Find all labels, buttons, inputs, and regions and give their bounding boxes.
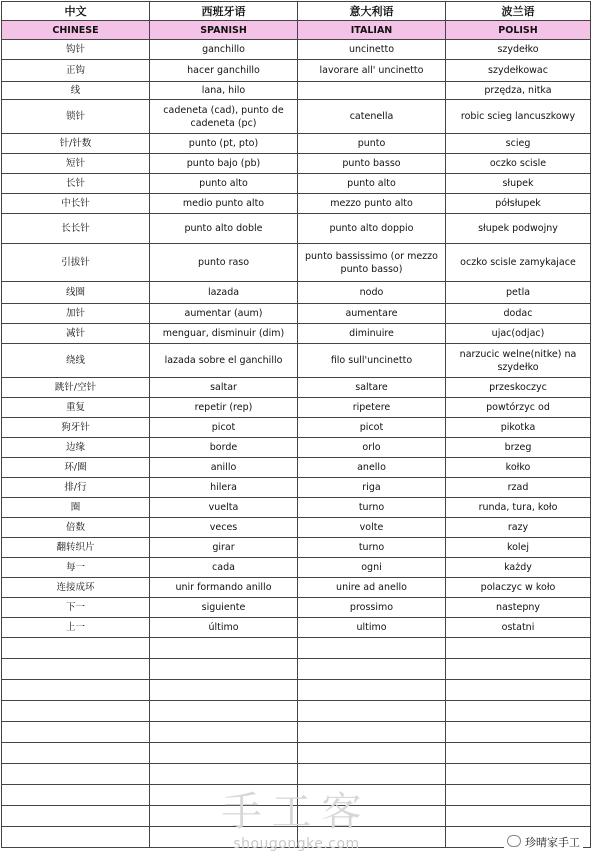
cell-italian: ultimo [298, 618, 446, 638]
table-body [2, 2, 591, 848]
cell-spanish: punto raso [150, 244, 298, 282]
cell-spanish: hacer ganchillo [150, 60, 298, 82]
cell-chinese: 长针 [2, 174, 150, 194]
cell-italian: punto basso [298, 154, 446, 174]
crochet-terms-table [1, 1, 591, 848]
table-row [2, 418, 591, 438]
empty-table-row [2, 701, 591, 722]
empty-cell [150, 743, 298, 764]
empty-cell [446, 722, 591, 743]
empty-cell [446, 701, 591, 722]
header-row-chinese-labels [2, 2, 591, 21]
cell-chinese: 圈 [2, 498, 150, 518]
cell-spanish: lazada [150, 282, 298, 304]
header-en-chinese: CHINESE [2, 21, 150, 40]
cell-spanish: siguiente [150, 598, 298, 618]
table-row [2, 438, 591, 458]
empty-table-row [2, 722, 591, 743]
cell-polish: szydełkowac [446, 60, 591, 82]
cell-polish: przędza, nitka [446, 82, 591, 100]
cell-chinese: 每一 [2, 558, 150, 578]
cell-polish: razy [446, 518, 591, 538]
cell-italian: punto alto doppio [298, 214, 446, 244]
cell-polish: narzucic welne(nitke) na szydełko [446, 344, 591, 378]
cell-spanish: veces [150, 518, 298, 538]
cell-polish: słupek podwojny [446, 214, 591, 244]
header-cn-italian: 意大利语 [298, 2, 446, 21]
table-row [2, 154, 591, 174]
cell-chinese: 狗牙针 [2, 418, 150, 438]
cell-italian: saltare [298, 378, 446, 398]
cell-chinese: 翻转织片 [2, 538, 150, 558]
empty-cell [298, 659, 446, 680]
wechat-account-label: 珍晴家手工 [525, 836, 580, 849]
cell-chinese: 下一 [2, 598, 150, 618]
cell-polish: szydełko [446, 40, 591, 60]
cell-italian: nodo [298, 282, 446, 304]
cell-italian: mezzo punto alto [298, 194, 446, 214]
table-row [2, 282, 591, 304]
cell-polish: ujac(odjac) [446, 324, 591, 344]
table-row [2, 558, 591, 578]
empty-cell [2, 743, 150, 764]
table-row [2, 398, 591, 418]
cell-chinese: 引拔针 [2, 244, 150, 282]
table-row [2, 244, 591, 282]
cell-italian: anello [298, 458, 446, 478]
cell-chinese: 环/圈 [2, 458, 150, 478]
cell-spanish: punto alto doble [150, 214, 298, 244]
cell-polish: scieg [446, 134, 591, 154]
cell-chinese: 短针 [2, 154, 150, 174]
empty-cell [446, 743, 591, 764]
cell-spanish: cada [150, 558, 298, 578]
cell-polish: pikotka [446, 418, 591, 438]
cell-polish: powtórzyc od [446, 398, 591, 418]
cell-italian: unire ad anello [298, 578, 446, 598]
cell-chinese: 长长针 [2, 214, 150, 244]
cell-polish: słupek [446, 174, 591, 194]
cell-chinese: 针/针数 [2, 134, 150, 154]
header-en-spanish: SPANISH [150, 21, 298, 40]
cell-italian: punto [298, 134, 446, 154]
cell-spanish: cadeneta (cad), punto de cadeneta (pc) [150, 100, 298, 134]
cell-italian: lavorare all' uncinetto [298, 60, 446, 82]
table-row [2, 478, 591, 498]
table-row [2, 538, 591, 558]
empty-table-row [2, 743, 591, 764]
cell-italian: riga [298, 478, 446, 498]
cell-chinese: 倍数 [2, 518, 150, 538]
watermark-site-logo: 手工客 [221, 789, 372, 835]
cell-polish: runda, tura, koło [446, 498, 591, 518]
table-row [2, 194, 591, 214]
cell-polish: robic scieg lancuszkowy [446, 100, 591, 134]
header-en-italian: ITALIAN [298, 21, 446, 40]
table-row [2, 578, 591, 598]
cell-italian: turno [298, 498, 446, 518]
table-row [2, 134, 591, 154]
table-row [2, 518, 591, 538]
cell-italian: diminuire [298, 324, 446, 344]
cell-spanish: punto bajo (pb) [150, 154, 298, 174]
empty-cell [150, 638, 298, 659]
cell-spanish: punto alto [150, 174, 298, 194]
table-row [2, 214, 591, 244]
cell-spanish: último [150, 618, 298, 638]
cell-chinese: 钩针 [2, 40, 150, 60]
table-row [2, 40, 591, 60]
empty-cell [2, 701, 150, 722]
cell-spanish: anillo [150, 458, 298, 478]
cell-italian: aumentare [298, 304, 446, 324]
cell-spanish: girar [150, 538, 298, 558]
wechat-icon [507, 835, 521, 847]
table-row [2, 304, 591, 324]
cell-spanish: ganchillo [150, 40, 298, 60]
cell-spanish: picot [150, 418, 298, 438]
cell-italian: filo sull'uncinetto [298, 344, 446, 378]
cell-italian: ogni [298, 558, 446, 578]
empty-cell [2, 680, 150, 701]
cell-spanish: saltar [150, 378, 298, 398]
cell-chinese: 线 [2, 82, 150, 100]
empty-table-row [2, 638, 591, 659]
cell-polish: nastepny [446, 598, 591, 618]
cell-spanish: hilera [150, 478, 298, 498]
cell-italian: punto bassissimo (or mezzo punto basso) [298, 244, 446, 282]
cell-polish: przeskoczyc [446, 378, 591, 398]
table-row [2, 498, 591, 518]
table-row [2, 100, 591, 134]
empty-cell [298, 680, 446, 701]
empty-table-row [2, 680, 591, 701]
empty-cell [150, 722, 298, 743]
cell-chinese: 正钩 [2, 60, 150, 82]
cell-spanish: menguar, disminuir (dim) [150, 324, 298, 344]
cell-chinese: 排/行 [2, 478, 150, 498]
cell-polish: brzeg [446, 438, 591, 458]
cell-chinese: 线圈 [2, 282, 150, 304]
header-cn-spanish: 西班牙语 [150, 2, 298, 21]
table-row [2, 324, 591, 344]
cell-spanish: unir formando anillo [150, 578, 298, 598]
empty-cell [2, 659, 150, 680]
empty-cell [2, 722, 150, 743]
cell-polish: każdy [446, 558, 591, 578]
empty-cell [150, 680, 298, 701]
wechat-account-badge [504, 833, 583, 851]
cell-chinese: 跳针/空针 [2, 378, 150, 398]
cell-italian: ripetere [298, 398, 446, 418]
cell-italian: picot [298, 418, 446, 438]
cell-chinese: 绕线 [2, 344, 150, 378]
header-cn-chinese: 中文 [2, 2, 150, 21]
empty-cell [150, 701, 298, 722]
cell-polish: polaczyc w koło [446, 578, 591, 598]
empty-cell [446, 638, 591, 659]
table-row [2, 82, 591, 100]
cell-spanish: lazada sobre el ganchillo [150, 344, 298, 378]
cell-spanish: aumentar (aum) [150, 304, 298, 324]
table-row [2, 458, 591, 478]
empty-cell [2, 638, 150, 659]
cell-polish: dodac [446, 304, 591, 324]
header-row-english-labels [2, 21, 591, 40]
cell-polish: kolej [446, 538, 591, 558]
header-en-polish: POLISH [446, 21, 591, 40]
cell-chinese: 上一 [2, 618, 150, 638]
cell-italian: catenella [298, 100, 446, 134]
cell-italian: volte [298, 518, 446, 538]
cell-spanish: lana, hilo [150, 82, 298, 100]
empty-cell [446, 659, 591, 680]
cell-italian: uncinetto [298, 40, 446, 60]
empty-cell [446, 680, 591, 701]
table-row [2, 344, 591, 378]
table-row [2, 618, 591, 638]
cell-polish: oczko scisle [446, 154, 591, 174]
header-cn-polish: 波兰语 [446, 2, 591, 21]
table-row [2, 60, 591, 82]
empty-cell [298, 743, 446, 764]
empty-table-row [2, 659, 591, 680]
table-row [2, 378, 591, 398]
cell-spanish: punto (pt, pto) [150, 134, 298, 154]
cell-spanish: repetir (rep) [150, 398, 298, 418]
cell-polish: półsłupek [446, 194, 591, 214]
cell-polish: kołko [446, 458, 591, 478]
cell-italian: orlo [298, 438, 446, 458]
cell-polish: oczko scisle zamykajace [446, 244, 591, 282]
cell-chinese: 连接成环 [2, 578, 150, 598]
cell-spanish: vuelta [150, 498, 298, 518]
cell-italian [298, 82, 446, 100]
table-row [2, 174, 591, 194]
empty-cell [150, 659, 298, 680]
empty-cell [298, 701, 446, 722]
empty-cell [298, 722, 446, 743]
cell-chinese: 中长针 [2, 194, 150, 214]
cell-italian: turno [298, 538, 446, 558]
table-row [2, 598, 591, 618]
empty-cell [298, 638, 446, 659]
cell-chinese: 加针 [2, 304, 150, 324]
cell-chinese: 减针 [2, 324, 150, 344]
cell-polish: rzad [446, 478, 591, 498]
cell-chinese: 锁针 [2, 100, 150, 134]
cell-polish: petla [446, 282, 591, 304]
cell-chinese: 重复 [2, 398, 150, 418]
cell-polish: ostatni [446, 618, 591, 638]
watermark-site-url: shougongke.com [233, 836, 360, 852]
cell-spanish: medio punto alto [150, 194, 298, 214]
cell-spanish: borde [150, 438, 298, 458]
cell-italian: prossimo [298, 598, 446, 618]
cell-chinese: 边缘 [2, 438, 150, 458]
cell-italian: punto alto [298, 174, 446, 194]
